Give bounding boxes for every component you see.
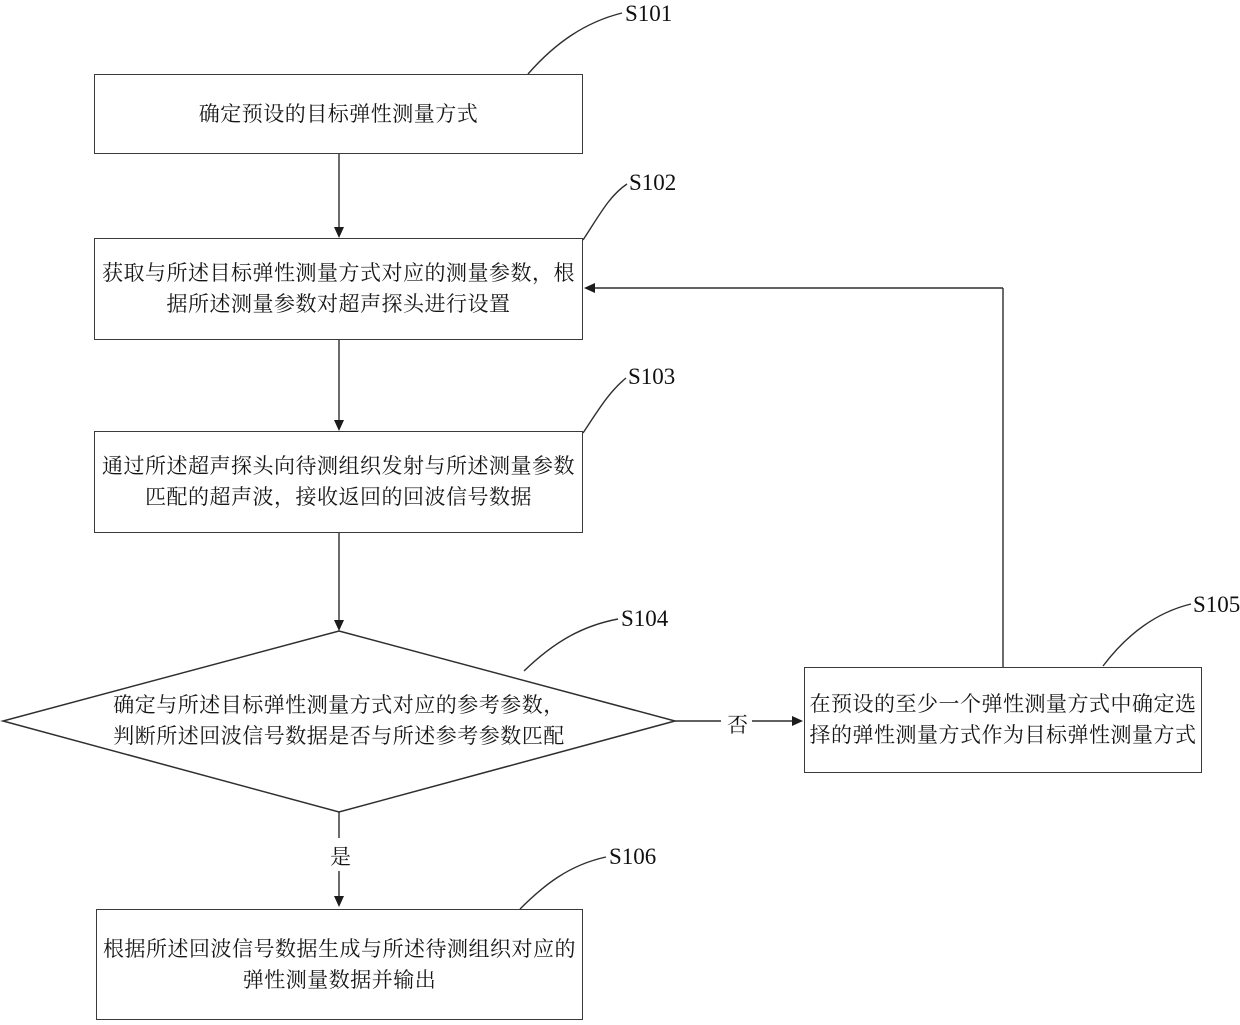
branch-label-no: 否	[724, 709, 751, 739]
leader-curve-s101	[528, 13, 622, 74]
decision-text-s104	[39, 690, 639, 752]
leader-curve-s103	[583, 378, 626, 433]
step-box-s106	[96, 909, 583, 1020]
arrowhead-s103-s104	[334, 620, 344, 631]
arrowhead-s101-s102	[334, 227, 344, 238]
step-text: 弹性测量数据并输出	[242, 968, 437, 992]
step-text: 根据所述回波信号数据生成与所述待测组织对应的	[103, 937, 576, 961]
step-box-s103	[94, 431, 583, 533]
step-text: 确定与所述目标弹性测量方式对应的参考参数，	[113, 694, 565, 717]
step-text: 匹配的超声波，接收返回的回波信号数据	[145, 486, 532, 509]
step-box-s101	[94, 74, 583, 154]
step-tag-s103: S103	[628, 364, 676, 389]
step-tag-s105: S105	[1193, 592, 1240, 617]
step-tag-s104: S104	[621, 606, 669, 631]
leader-curve-s104	[524, 619, 618, 671]
step-text: 择的弹性测量方式作为目标弹性测量方式	[809, 724, 1197, 747]
branch-label-yes: 是	[327, 841, 354, 871]
arrowhead-feedback-s102	[584, 283, 595, 293]
step-text: 判断所述回波信号数据是否与所述参考参数匹配	[113, 725, 565, 748]
step-box-s102	[94, 238, 583, 340]
arrowhead-no-s105	[792, 716, 803, 726]
arrowhead-s102-s103	[334, 420, 344, 431]
step-tag-s106: S106	[609, 844, 657, 869]
step-text: 获取与所述目标弹性测量方式对应的测量参数，根	[102, 262, 575, 285]
step-tag-s101: S101	[625, 1, 673, 26]
arrowhead-yes-s106	[334, 896, 344, 907]
step-text: 通过所述超声探头向待测组织发射与所述测量参数	[102, 455, 575, 478]
leader-curve-s102	[583, 184, 627, 240]
leader-curve-s105	[1103, 604, 1191, 666]
step-box-s105	[804, 667, 1202, 773]
step-tag-s102: S102	[629, 170, 677, 195]
step-text: 确定预设的目标弹性测量方式	[198, 102, 479, 126]
step-text: 在预设的至少一个弹性测量方式中确定选	[809, 693, 1197, 716]
step-text: 据所述测量参数对超声探头进行设置	[166, 293, 511, 316]
leader-curve-s106	[520, 857, 606, 909]
